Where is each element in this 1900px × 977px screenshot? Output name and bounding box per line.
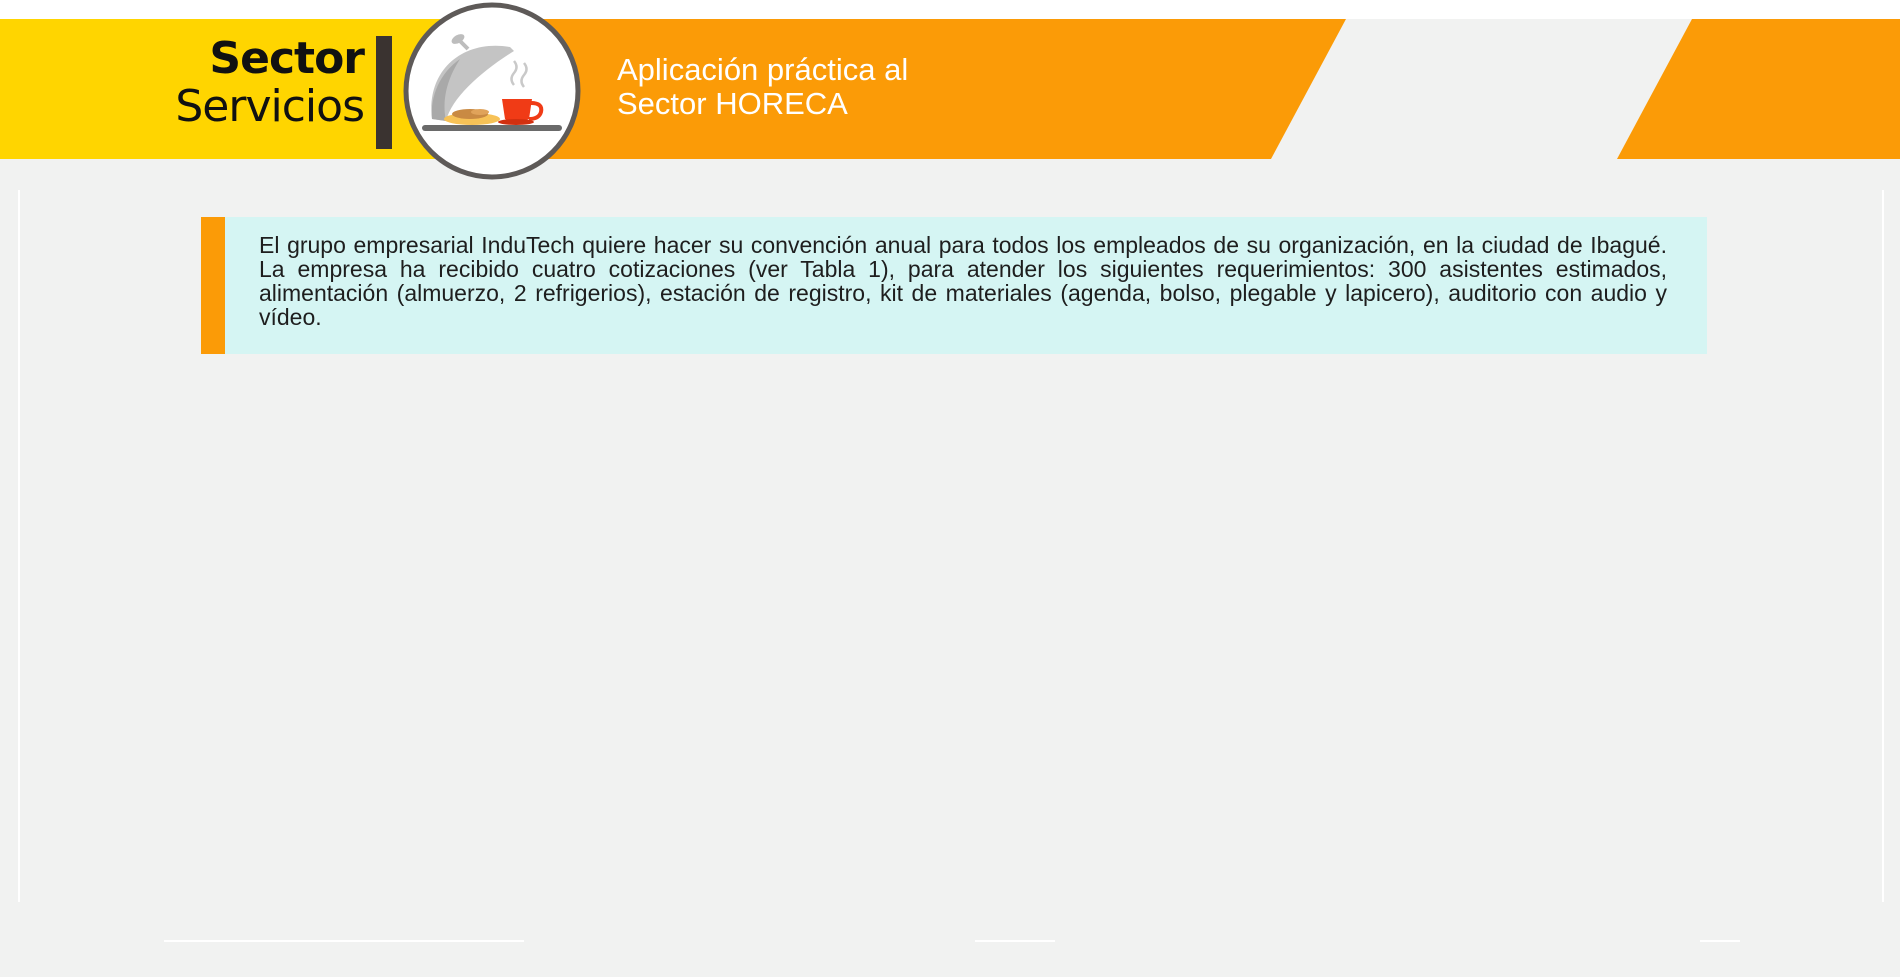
orange-band-right xyxy=(1617,19,1900,159)
sector-light-text: Servicios xyxy=(175,81,364,132)
serving-cloche-icon xyxy=(402,1,582,181)
callout-accent-bar xyxy=(201,217,225,354)
header-banner xyxy=(0,19,1900,159)
sector-label xyxy=(175,35,364,131)
callout-text: El grupo empresarial InduTech quiere hacer su convención anual para todos los empleados de su organización, en la ciudad de Ibagué. La empresa ha recibido cuatro cotizaciones (ver Tabla 1), para atender los siguientes requerimientos: 300 asistentes estimados, alimentación (almuerzo, 2 refrigerios), estación de registro, kit de materiales (agenda, bolso, plegable y lapicero), auditorio con audio y vídeo. xyxy=(259,232,1667,330)
header-divider xyxy=(376,36,392,149)
header-title xyxy=(617,53,908,121)
sector-bold-text: Sector xyxy=(209,33,364,84)
header-title-line-1: Aplicación práctica al xyxy=(617,52,909,87)
callout-box xyxy=(201,217,1707,354)
header-title-line-2: Sector HORECA xyxy=(617,86,848,121)
bottom-rule xyxy=(0,939,1900,943)
top-strip xyxy=(0,0,1900,19)
